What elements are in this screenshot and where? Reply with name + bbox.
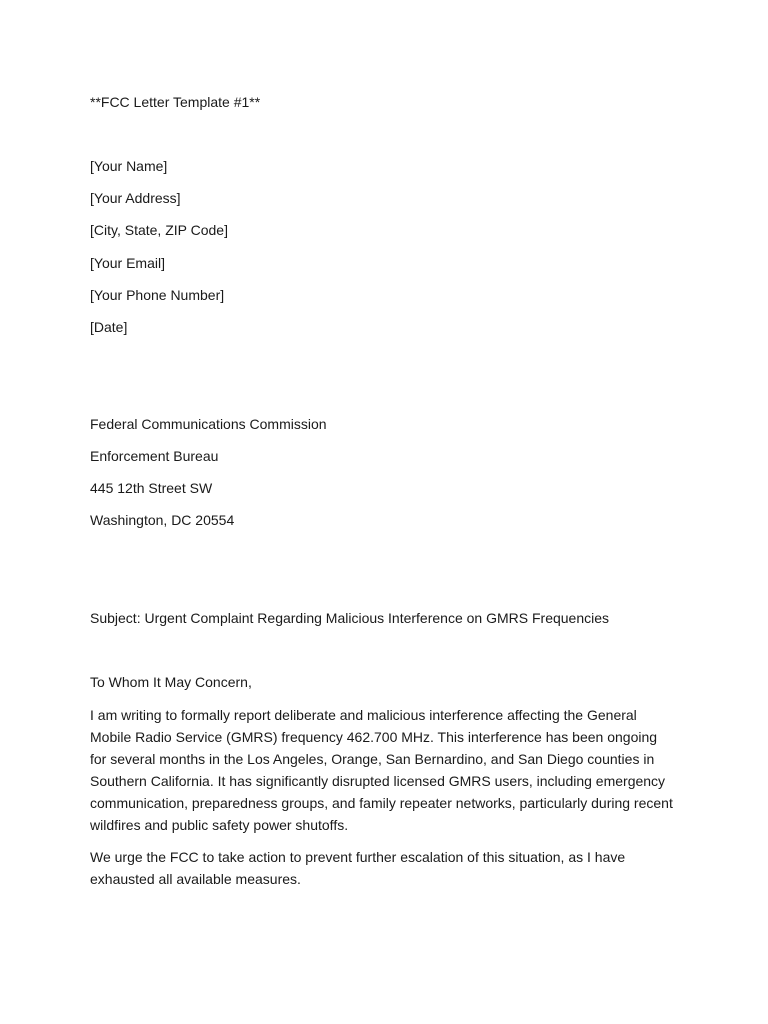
sender-phone: [Your Phone Number] [90,287,225,303]
letter-salutation: To Whom It May Concern, [90,674,252,690]
letter-date: [Date] [90,319,128,335]
recipient-bureau: Enforcement Bureau [90,448,219,464]
recipient-city: Washington, DC 20554 [90,512,235,528]
sender-city-state-zip: [City, State, ZIP Code] [90,222,228,238]
recipient-org: Federal Communications Commission [90,416,327,432]
recipient-street: 445 12th Street SW [90,480,213,496]
letter-heading: **FCC Letter Template #1** [90,94,261,110]
body-paragraph-2: We urge the FCC to take action to prevent further escalation of this situation, as I have exhausted all available measures. [90,849,626,887]
sender-email: [Your Email] [90,255,165,271]
sender-name: [Your Name] [90,158,168,174]
letter-subject: Subject: Urgent Complaint Regarding Malicious Interference on GMRS Frequencies [90,610,610,626]
body-paragraph-1: I am writing to formally report deliberate and malicious interference affecting the General Mobile Radio Service (GMRS) frequency 462.700 MHz. This interference has been ongoing for several months in the Los Angeles, Orange, San Bernardino, and San Diego counties in Southern California. It has significantly disrupted licensed GMRS users, including emergency communication, preparedness groups, and family repeater networks, particularly during recent wildfires and public safety power shutoffs. [90,707,673,833]
sender-address: [Your Address] [90,190,181,206]
